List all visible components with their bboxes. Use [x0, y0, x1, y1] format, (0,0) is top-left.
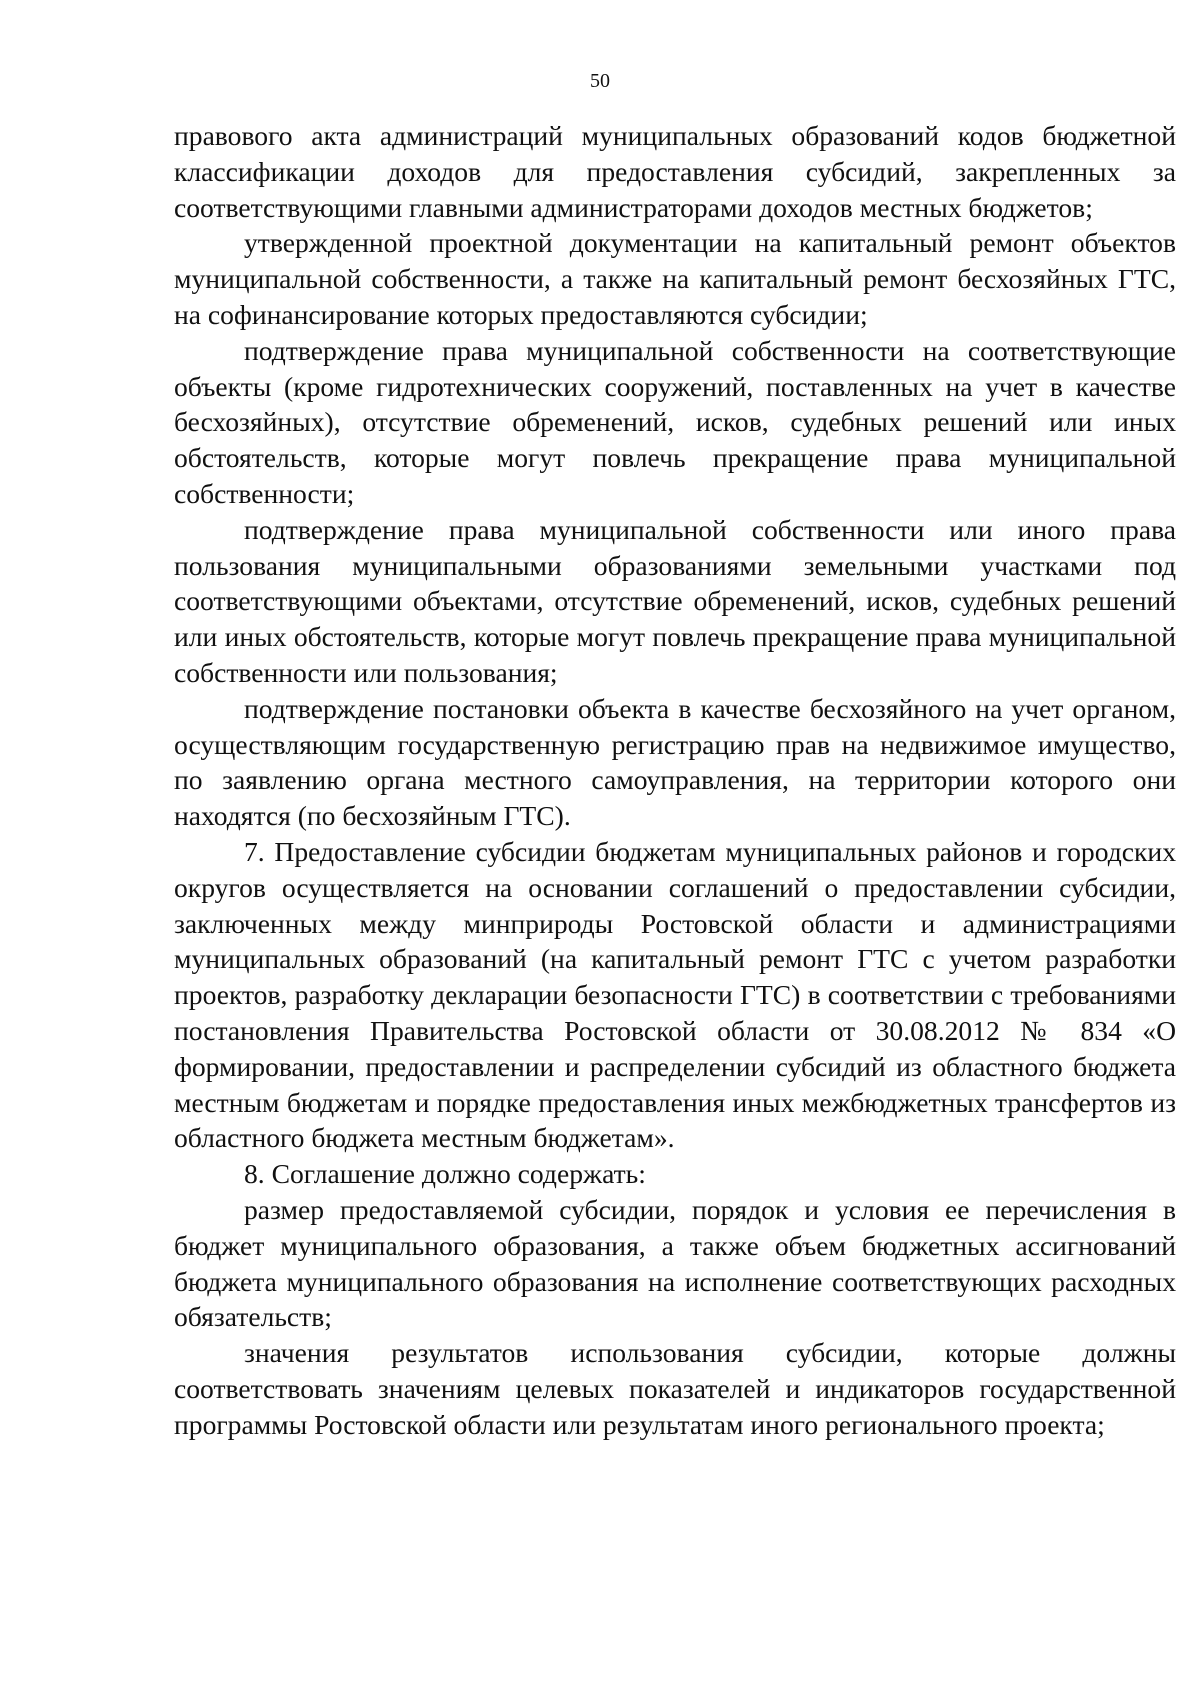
- document-body: [174, 118, 1176, 1442]
- page-number: 50: [590, 70, 610, 92]
- paragraph-project-documentation: утвержденной проектной документации на капитальный ремонт объектов муниципальной собственности, а также на капитальный ремонт бесхозяйных ГТС, на софинансирование которых предоставляются субсидии;: [174, 227, 1176, 330]
- paragraph-subsidy-amount: размер предоставляемой субсидии, порядок и условия ее перечисления в бюджет муниципального образования, а также объем бюджетных ассигнований бюджета муниципального образования на исполнение соответствующих расходных обязательств;: [174, 1193, 1176, 1333]
- paragraph-section-8-heading: 8. Соглашение должно содержать:: [244, 1158, 646, 1190]
- paragraph-land-rights-confirmation: подтверждение права муниципальной собственности или иного права пользования муниципальными образованиями земельными участками под соответствующими объектами, отсутствие обременений, исков, судебных решений или иных обстоятельств, которые могут повлечь прекращение права муниципальной собственности или пользования;: [174, 513, 1176, 688]
- paragraph-continuation: правового акта администраций муниципальных образований кодов бюджетной классификации доходов для предоставления субсидий, закрепленных за соответствующими главными администраторами доходов местных бюджетов;: [174, 120, 1176, 223]
- paragraph-ownership-confirmation: подтверждение права муниципальной собственности на соответствующие объекты (кроме гидротехнических сооружений, поставленных на учет в качестве бесхозяйных), отсутствие обременений, исков, судебных решений или иных обстоятельств, которые могут повлечь прекращение права муниципальной собственности;: [174, 334, 1176, 509]
- paragraph-ownerless-registration: подтверждение постановки объекта в качестве бесхозяйного на учет органом, осуществляющим государственную регистрацию прав на недвижимое имущество, по заявлению органа местного самоуправления, на территории которого они находятся (по бесхозяйным ГТС).: [174, 692, 1176, 832]
- paragraph-subsidy-results: значения результатов использования субсидии, которые должны соответствовать значениям целевых показателей и индикаторов государственной программы Ростовской области или результатам иного регионального проекта;: [174, 1337, 1176, 1440]
- paragraph-section-7: 7. Предоставление субсидии бюджетам муниципальных районов и городских округов осуществляется на основании соглашений о предоставлении субсидии, заключенных между минприроды Ростовской области и администрациями муниципальных образований (на капитальный ремонт ГТС с учетом разработки проектов, разработку декларации безопасности ГТС) в соответствии с требованиями постановления Правительства Ростовской области от 30.08.2012 № 834 «О формировании, предоставлении и распределении субсидий из областного бюджета местным бюджетам и порядке предоставления иных межбюджетных трансфертов из областного бюджета местным бюджетам».: [174, 835, 1176, 1154]
